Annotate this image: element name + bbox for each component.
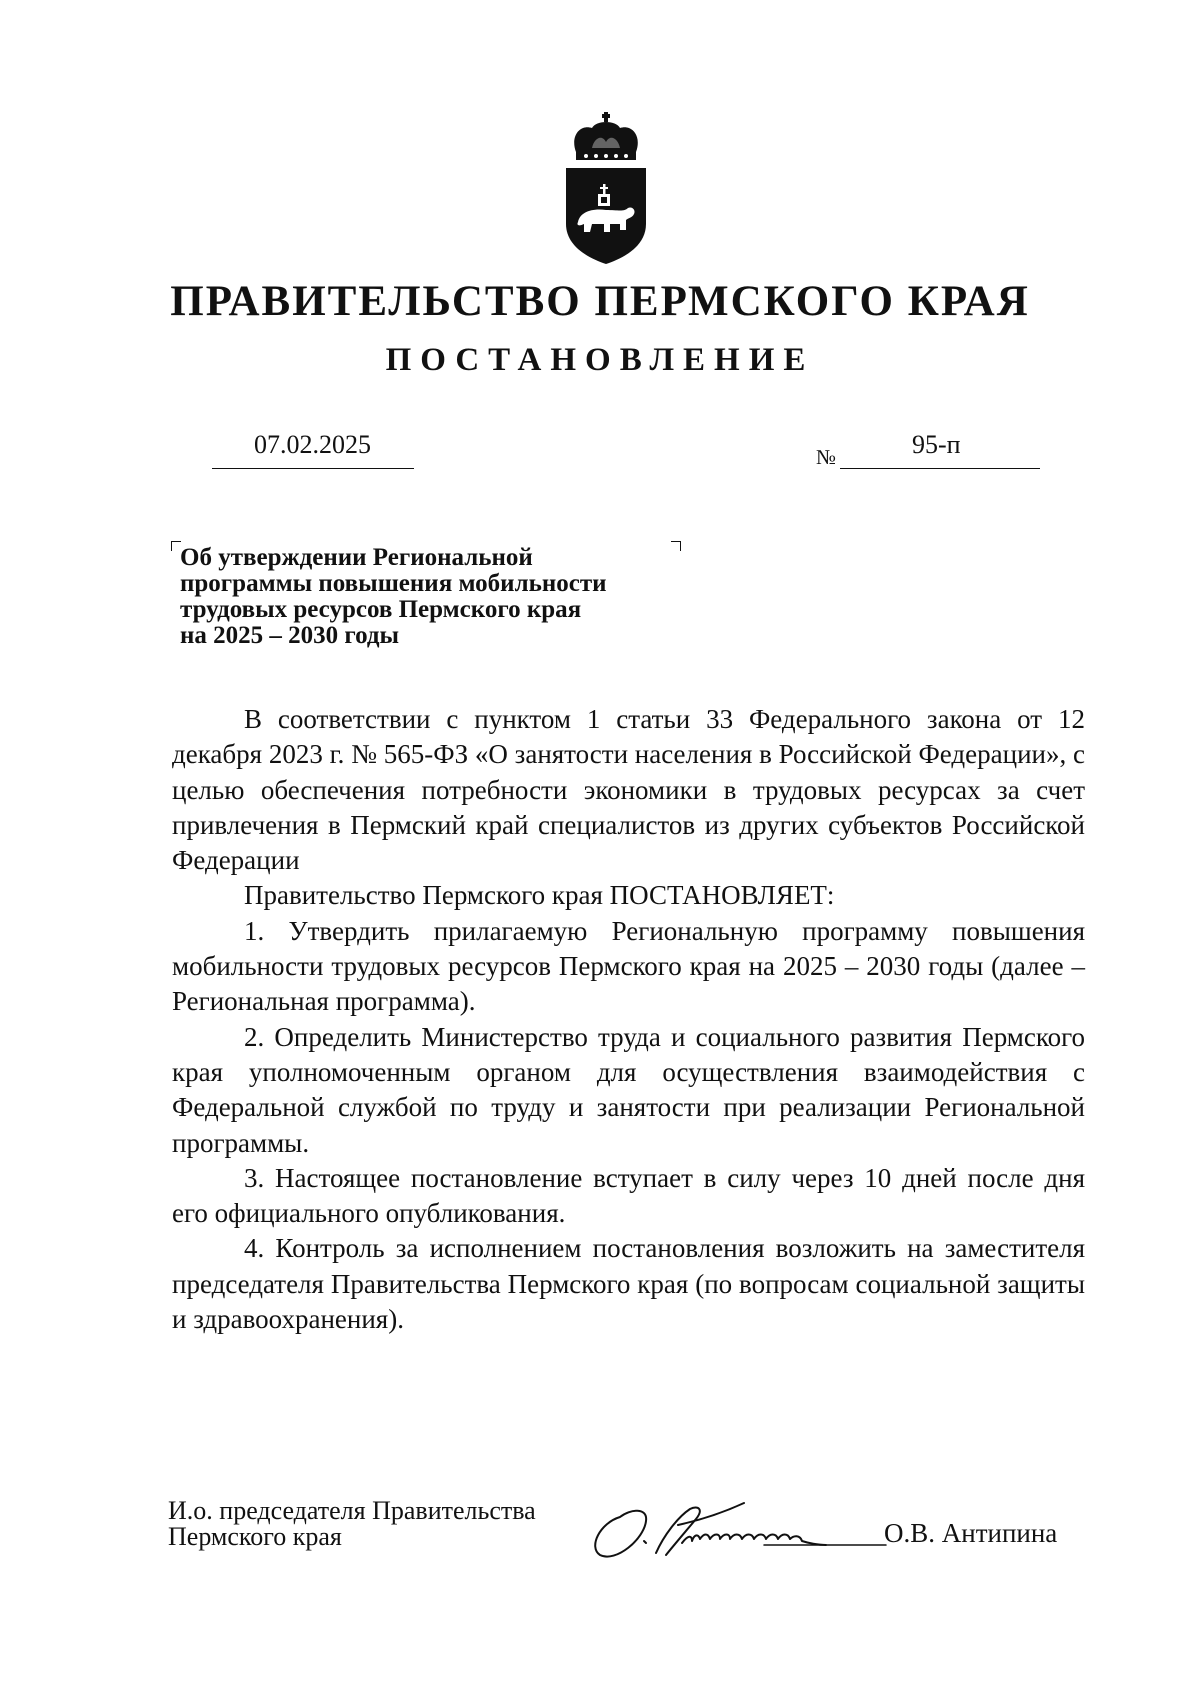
clause-2: 2. Определить Министерство труда и социального развития Пермского края уполномоченным органом для осуществления взаимодействия с Федеральной службой по труду и занятости при реализации Региональной программы.	[172, 1021, 1085, 1158]
document-date: 07.02.2025	[254, 430, 371, 459]
document-type: ПОСТАНОВЛЕНИЕ	[385, 342, 815, 378]
date-field	[212, 432, 414, 469]
document-number: 95-п	[912, 430, 961, 459]
number-sign: №	[816, 445, 837, 469]
coat-of-arms-icon	[562, 112, 650, 264]
handwritten-signature	[586, 1495, 906, 1565]
number-field	[840, 432, 1040, 469]
clause-4: 4. Контроль за исполнением постановления возложить на заместителя председателя Правительства Пермского края (по вопросам социальной защиты и здравоохранения).	[172, 1233, 1085, 1335]
subject-line: Об утверждении Региональной	[180, 544, 533, 571]
signatory-title-line: И.о. председателя Правительства	[168, 1496, 536, 1525]
preamble-paragraph: В соответствии с пунктом 1 статьи 33 Федерального закона от 12 декабря 2023 г. № 565-ФЗ «О занятости населения в Российской Федерации», с целью обеспечения потребности экономики в трудовых ресурсах за счет привлечения в Пермский край специалистов из других субъектов Российской Федерации	[172, 704, 1085, 876]
signatory-title	[168, 1498, 536, 1550]
organization-title: ПРАВИТЕЛЬСТВО ПЕРМСКОГО КРАЯ	[170, 278, 1030, 325]
clause-1: 1. Утвердить прилагаемую Региональную программу повышения мобильности трудовых ресурсов Пермского края на 2025 – 2030 годы (далее – Региональная программа).	[172, 915, 1085, 1017]
signatory-name: О.В. Антипина	[884, 1518, 1058, 1548]
subject-line: трудовых ресурсов Пермского края	[180, 596, 582, 623]
subject-line: на 2025 – 2030 годы	[180, 622, 400, 649]
resolution-heading: Правительство Пермского края ПОСТАНОВЛЯЕТ:	[244, 880, 835, 911]
subject-line: программы повышения мобильности	[180, 570, 607, 597]
clause-3: 3. Настоящее постановление вступает в силу через 10 дней после дня его официального опубликования.	[172, 1162, 1085, 1229]
document-body	[172, 702, 1085, 1337]
document-subject	[180, 545, 700, 649]
signatory-title-line: Пермского края	[168, 1522, 342, 1551]
